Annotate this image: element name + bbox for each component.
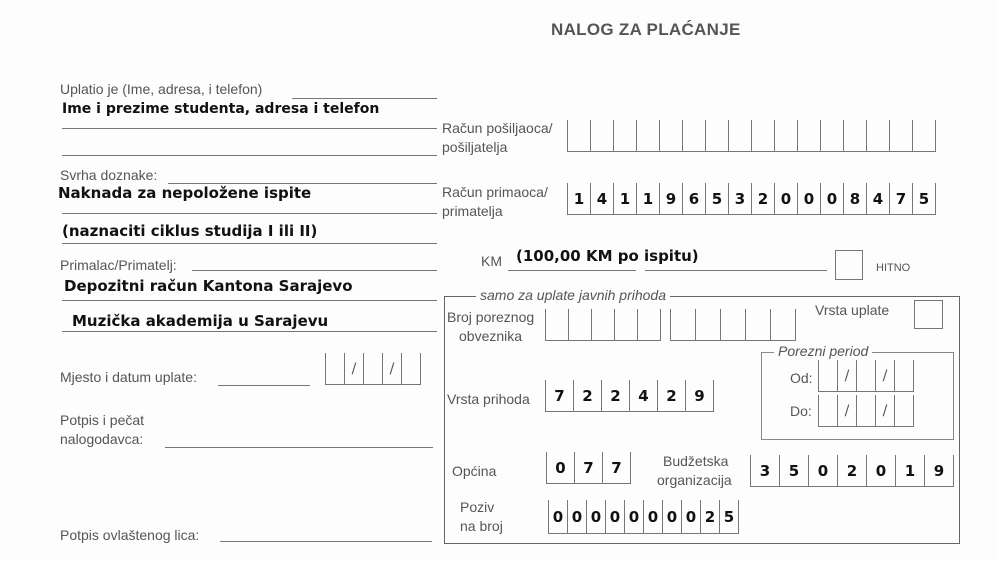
digit-box[interactable]: 0 bbox=[867, 455, 896, 487]
primalac-value-2[interactable]: Muzička akademija u Sarajevu bbox=[72, 312, 329, 330]
uplatio-value[interactable]: Ime i prezime studenta, adresa i telefon bbox=[62, 101, 380, 117]
racun-posiljaoca-boxes[interactable] bbox=[567, 120, 936, 152]
digit-box[interactable]: 2 bbox=[574, 380, 602, 412]
digit-box[interactable]: 7 bbox=[546, 380, 574, 412]
porezni-period-legend: Porezni period bbox=[774, 343, 872, 359]
svrha-value-2[interactable]: (naznaciti ciklus studija I ili II) bbox=[62, 222, 318, 240]
potpis-line[interactable] bbox=[165, 447, 433, 448]
digit-box[interactable] bbox=[683, 120, 706, 152]
racun-primaoca-label-1: Račun primaoca/ bbox=[442, 184, 548, 200]
digit-box[interactable]: 1 bbox=[568, 183, 591, 215]
digit-box[interactable]: 6 bbox=[683, 183, 706, 215]
svrha-line-2 bbox=[62, 213, 437, 214]
digit-box[interactable]: 9 bbox=[686, 380, 714, 412]
budzetska-label-1: Budžetska bbox=[663, 453, 729, 469]
digit-box[interactable] bbox=[798, 120, 821, 152]
poziv-label-1: Poziv bbox=[460, 499, 495, 515]
digit-box[interactable] bbox=[364, 353, 383, 385]
mjesto-line[interactable] bbox=[218, 385, 310, 386]
vrsta-prihoda-label: Vrsta prihoda bbox=[447, 391, 530, 407]
od-boxes[interactable] bbox=[818, 360, 914, 392]
vrsta-uplate-box[interactable] bbox=[914, 300, 943, 329]
potpis-ovl-line[interactable] bbox=[220, 541, 432, 542]
digit-box[interactable]: 7 bbox=[603, 452, 631, 484]
digit-box[interactable] bbox=[721, 309, 746, 341]
form-title: NALOG ZA PLAĆANJE bbox=[551, 20, 741, 39]
digit-box[interactable] bbox=[326, 353, 345, 385]
broj-poreznog-boxes-1[interactable] bbox=[545, 309, 661, 341]
svrha-line-3 bbox=[62, 243, 437, 244]
digit-box[interactable]: 5 bbox=[720, 500, 739, 534]
digit-box[interactable]: 3 bbox=[729, 183, 752, 215]
date-separator: / bbox=[838, 360, 857, 392]
digit-box[interactable] bbox=[637, 120, 660, 152]
digit-box[interactable]: 4 bbox=[867, 183, 890, 215]
km-line-1 bbox=[508, 270, 636, 271]
uplatio-line-3 bbox=[62, 155, 437, 156]
mjesto-label: Mjesto i datum uplate: bbox=[60, 369, 197, 385]
opcina-label: Općina bbox=[452, 463, 497, 479]
digit-box[interactable] bbox=[895, 360, 914, 392]
digit-box[interactable]: 3 bbox=[751, 455, 780, 487]
digit-box[interactable]: 0 bbox=[809, 455, 838, 487]
primalac-line-3 bbox=[62, 331, 437, 332]
digit-box[interactable]: 0 bbox=[606, 500, 625, 534]
digit-box[interactable]: 7 bbox=[575, 452, 603, 484]
digit-box[interactable] bbox=[913, 120, 936, 152]
digit-box[interactable] bbox=[671, 309, 696, 341]
uplatio-line bbox=[292, 98, 437, 99]
vrsta-uplate-label: Vrsta uplate bbox=[815, 302, 890, 318]
digit-box[interactable]: 8 bbox=[844, 183, 867, 215]
digit-box[interactable] bbox=[890, 120, 913, 152]
digit-box[interactable]: 0 bbox=[798, 183, 821, 215]
date-separator: / bbox=[383, 353, 402, 385]
digit-box[interactable] bbox=[857, 395, 876, 427]
svrha-label: Svrha doznake: bbox=[60, 167, 158, 183]
digit-box[interactable] bbox=[614, 120, 637, 152]
primalac-line-2 bbox=[62, 300, 437, 301]
potpis-label-2: nalogodavca: bbox=[60, 431, 144, 447]
digit-box[interactable]: 1 bbox=[896, 455, 925, 487]
digit-box[interactable] bbox=[844, 120, 867, 152]
digit-box[interactable]: 4 bbox=[591, 183, 614, 215]
digit-box[interactable] bbox=[546, 309, 569, 341]
digit-box[interactable] bbox=[771, 309, 796, 341]
digit-box[interactable]: 0 bbox=[682, 500, 701, 534]
digit-box[interactable] bbox=[592, 309, 615, 341]
broj-poreznog-boxes-2[interactable] bbox=[670, 309, 796, 341]
digit-box[interactable]: 9 bbox=[660, 183, 683, 215]
digit-box[interactable]: 0 bbox=[587, 500, 606, 534]
potpis-label-1: Potpis i pečat bbox=[60, 412, 145, 428]
poziv-boxes[interactable] bbox=[548, 500, 739, 534]
hitno-label: HITNO bbox=[876, 262, 911, 274]
racun-posiljaoca-label-1: Račun pošiljaoca/ bbox=[442, 120, 553, 136]
digit-box[interactable] bbox=[752, 120, 775, 152]
od-label: Od: bbox=[790, 370, 813, 386]
km-label: KM bbox=[481, 253, 502, 269]
km-line-2 bbox=[645, 270, 827, 271]
digit-box[interactable]: 0 bbox=[549, 500, 568, 534]
digit-box[interactable] bbox=[696, 309, 721, 341]
digit-box[interactable]: 0 bbox=[644, 500, 663, 534]
primalac-line-1 bbox=[192, 270, 437, 271]
do-label: Do: bbox=[790, 403, 812, 419]
uplatio-label: Uplatio je (Ime, adresa, i telefon) bbox=[60, 81, 263, 97]
svrha-value-1[interactable]: Naknada za nepoložene ispite bbox=[58, 184, 312, 202]
digit-box[interactable]: 1 bbox=[614, 183, 637, 215]
digit-box[interactable] bbox=[867, 120, 890, 152]
date-separator: / bbox=[345, 353, 364, 385]
digit-box[interactable]: 0 bbox=[625, 500, 644, 534]
digit-box[interactable]: 5 bbox=[706, 183, 729, 215]
javni-prihodi-legend: samo za uplate javnih prihoda bbox=[476, 287, 670, 303]
broj-poreznog-label-1: Broj poreznog bbox=[447, 309, 535, 325]
digit-box[interactable]: 0 bbox=[568, 500, 587, 534]
digit-box[interactable] bbox=[706, 120, 729, 152]
digit-box[interactable] bbox=[819, 360, 838, 392]
budzetska-label-2: organizacija bbox=[657, 472, 732, 488]
digit-box[interactable] bbox=[821, 120, 844, 152]
do-boxes[interactable] bbox=[818, 395, 914, 427]
vrsta-prihoda-boxes[interactable] bbox=[545, 380, 714, 412]
digit-box[interactable] bbox=[660, 120, 683, 152]
digit-box[interactable] bbox=[591, 120, 614, 152]
digit-box[interactable] bbox=[775, 120, 798, 152]
date-separator: / bbox=[876, 395, 895, 427]
digit-box[interactable]: 0 bbox=[775, 183, 798, 215]
digit-box[interactable] bbox=[857, 360, 876, 392]
racun-primaoca-label-2: primatelja bbox=[442, 203, 503, 219]
digit-box[interactable]: 2 bbox=[752, 183, 775, 215]
digit-box[interactable]: 5 bbox=[780, 455, 809, 487]
digit-box[interactable]: 5 bbox=[913, 183, 936, 215]
digit-box[interactable]: 0 bbox=[547, 452, 575, 484]
uplatio-line-2 bbox=[62, 128, 437, 129]
digit-box[interactable]: 2 bbox=[838, 455, 867, 487]
potpis-ovl-label: Potpis ovlaštenog lica: bbox=[60, 527, 200, 543]
hitno-checkbox[interactable] bbox=[835, 250, 863, 280]
digit-box[interactable] bbox=[402, 353, 421, 385]
primalac-value-1[interactable]: Depozitni račun Kantona Sarajevo bbox=[64, 277, 353, 295]
budzetska-boxes[interactable] bbox=[750, 455, 954, 487]
poziv-label-2: na broj bbox=[460, 518, 503, 534]
digit-box[interactable] bbox=[615, 309, 638, 341]
primalac-label: Primalac/Primatelj: bbox=[60, 257, 177, 273]
opcina-boxes[interactable] bbox=[546, 452, 631, 484]
km-value[interactable]: (100,00 KM po ispitu) bbox=[516, 247, 699, 265]
digit-box[interactable] bbox=[569, 309, 592, 341]
racun-posiljaoca-label-2: pošiljatelja bbox=[442, 139, 508, 155]
digit-box[interactable]: 0 bbox=[663, 500, 682, 534]
digit-box[interactable]: 1 bbox=[637, 183, 660, 215]
date-separator: / bbox=[838, 395, 857, 427]
digit-box[interactable]: 9 bbox=[925, 455, 954, 487]
digit-box[interactable] bbox=[729, 120, 752, 152]
digit-box[interactable] bbox=[746, 309, 771, 341]
digit-box[interactable]: 2 bbox=[658, 380, 686, 412]
digit-box[interactable] bbox=[638, 309, 661, 341]
date-separator: / bbox=[876, 360, 895, 392]
digit-box[interactable] bbox=[895, 395, 914, 427]
digit-box[interactable]: 2 bbox=[602, 380, 630, 412]
digit-box[interactable] bbox=[568, 120, 591, 152]
broj-poreznog-label-2: obveznika bbox=[459, 328, 523, 344]
digit-box[interactable]: 4 bbox=[630, 380, 658, 412]
digit-box[interactable]: 2 bbox=[701, 500, 720, 534]
digit-box[interactable] bbox=[819, 395, 838, 427]
datum-boxes[interactable] bbox=[325, 353, 421, 385]
digit-box[interactable]: 7 bbox=[890, 183, 913, 215]
racun-primaoca-boxes[interactable] bbox=[567, 183, 936, 215]
digit-box[interactable]: 0 bbox=[821, 183, 844, 215]
